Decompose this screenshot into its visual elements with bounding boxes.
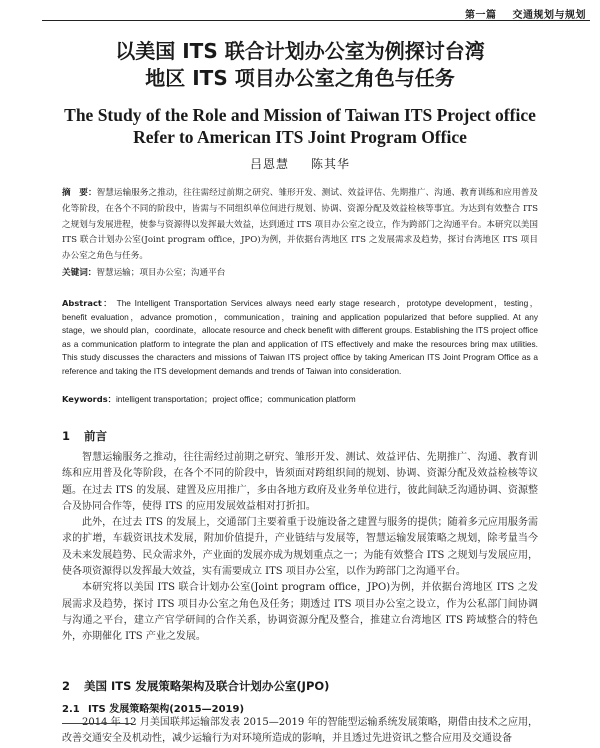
running-head xyxy=(465,6,586,21)
keywords-chinese-text: 智慧运输；项目办公室；沟通平台 xyxy=(96,268,226,278)
section-1-body xyxy=(62,450,538,646)
paragraph: 2014 年 12 月美国联邦运输部发表 2015—2019 年的智能型运输系统发展策略，期借由技术之应用，改善交通安全及机动性，减少运输行为对环境所造成的影响，并且透过先进资讯之整合应用及交通设备 xyxy=(62,717,538,745)
header-rule xyxy=(42,20,590,21)
title-chinese-line-2: 地区 ITS 项目办公室之角色与任务 xyxy=(145,66,455,90)
section-1-number: 1 xyxy=(62,429,71,443)
abstract-chinese-text: 智慧运输服务之推动，往往需经过前期之研究、雏形开发、测试、效益评估、先期推广、沟通、教育训练和应用普及化等阶段，在各个不同的阶段中，皆需与不同组织单位间进行规划、协调、资源分配及效益检核等事宜。为达到有效整合 ITS 之规划与发展进程，使参与资源得以发挥最大效益，达到通过 ITS 项目办公室之设立，作为跨部门之沟通平台。本研究以美国 ITS 联合计划办公室(Joint program office，JPO)为例，并依据台湾地区 ITS 之发展需求及趋势，探讨台湾地区 ITS 项目办公室之角色与任务。 xyxy=(62,188,538,262)
section-1-title: 前言 xyxy=(84,429,107,443)
paragraph: 此外，在过去 ITS 的发展上，交通部门主要着重于设施设备之建置与服务的提供；随着多元应用服务需求的扩增，车载资讯技术发展，附加价值提升，产业链结与发展等，智慧运输发展策略之规划，除考量当今及未来发展趋势、民众需求外，产业面的发展亦成为规划重点之一；为能有效整合 ITS 之规划与发展应用，使各项资源得以发挥最大效益，实有需要成立 ITS 项目办公室，以作为跨部门之沟通平台。 xyxy=(62,517,538,578)
section-2-title: 美国 ITS 发展策略架构及联合计划办公室(JPO) xyxy=(84,679,330,693)
author-2: 陈其华 xyxy=(311,157,351,171)
running-head-section: 交通规划与规划 xyxy=(512,10,586,21)
section-2-1-body xyxy=(62,715,538,745)
abstract-chinese xyxy=(62,186,538,265)
title-chinese xyxy=(0,38,600,92)
running-head-part: 第一篇 xyxy=(465,10,497,21)
footnote-rule xyxy=(62,723,132,724)
section-2-1-title: ITS 发展策略架构(2015—2019) xyxy=(88,704,245,715)
keywords-english-label: Keywords： xyxy=(62,394,116,404)
title-english-line-2: Refer to American ITS Joint Program Office xyxy=(133,127,467,147)
abstract-english-label: Abstract： xyxy=(62,298,114,308)
keywords-chinese-label: 关键词： xyxy=(62,268,97,278)
title-english xyxy=(0,104,600,148)
keywords-chinese xyxy=(62,266,538,280)
keywords-english xyxy=(62,393,538,405)
section-1-heading xyxy=(62,428,107,444)
paragraph: 本研究将以美国 ITS 联合计划办公室(Joint program office，JPO)为例，并依据台湾地区 ITS 之发展需求及趋势，探讨 ITS 项目办公室之角色及任务；期透过 ITS 项目办公室之设立，作为公私部门间协调与沟通之平台，建立产官学研间的合作关系，协调资源分配及整合，推建立台湾地区 ITS 跨域整合的特色外，亦期催化 ITS 产业之发展。 xyxy=(62,582,538,643)
abstract-chinese-label: 摘 要： xyxy=(62,188,97,198)
author-1: 吕恩慧 xyxy=(249,157,289,171)
abstract-english xyxy=(62,297,538,379)
section-2-1-heading xyxy=(62,700,244,715)
authors xyxy=(0,155,600,172)
section-2-1-number: 2.1 xyxy=(62,704,80,715)
section-2-number: 2 xyxy=(62,679,71,693)
paragraph: 智慧运输服务之推动，往往需经过前期之研究、雏形开发、测试、效益评估、先期推广、沟通、教育训练和应用普及化等阶段，在各个不同的阶段中，皆须面对跨组织间的规划、协调、资源分配及效益检核等议题。在过去 ITS 的发展、建置及应用推广，多由各地方政府及业务单位进行，彼此间缺乏沟通协调、资源整合及协同合作等，使得 ITS 的应用发展效益相对打折扣。 xyxy=(62,452,538,512)
keywords-english-text: intelligent transportation；project office；communication platform xyxy=(115,394,356,404)
abstract-english-text: The Intelligent Transportation Services always need early stage research，prototype development，testing，benefit evaluation，advance promotion，communication，training and application popularized that before supplied. At any stage，we should plan，coordinate，allocate resource and check benefit with different groups. Establishing the ITS project office as a communication platform to integrate the plan and application of ITS effectively and make the resources bring max utilities. This study discusses the characters and missions of Taiwan ITS project office by taking American ITS Joint Program Office as a reference and taking the ITS development demands and trends of Taiwan into consideration. xyxy=(62,298,539,376)
title-english-line-1: The Study of the Role and Mission of Taiwan ITS Project office xyxy=(64,105,536,125)
section-2-heading xyxy=(62,678,329,694)
title-chinese-line-1: 以美国 ITS 联合计划办公室为例探讨台湾 xyxy=(115,39,485,63)
